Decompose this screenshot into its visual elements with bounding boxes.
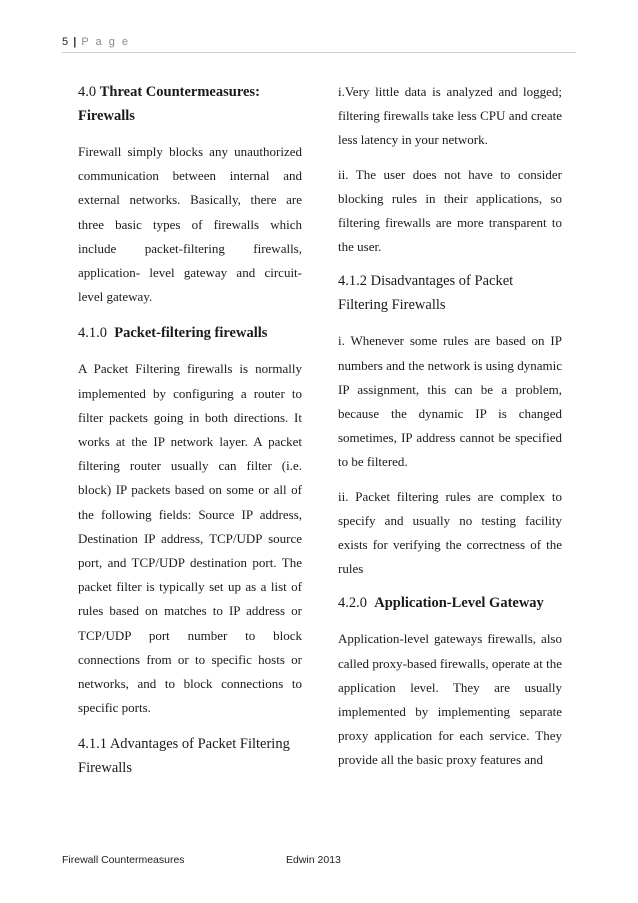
gateway-heading-number: 4.2.0 <box>338 595 367 612</box>
left-column <box>78 80 302 792</box>
advantage-item-1: i.Very little data is analyzed and logged; filtering firewalls take less CPU and create less latency in your network. <box>338 84 562 148</box>
firewall-intro-paragraph: Firewall simply blocks any unauthorized communication between internal and external networks. Basically, there are three basic types of firewalls which include packet-filtering firewalls, application- level gateway and circuit-level gateway. <box>78 144 302 305</box>
section-heading-number: 4.0 <box>78 84 97 100</box>
header-separator: | <box>73 36 77 48</box>
right-column <box>338 80 562 783</box>
subsection-heading-packet-filtering <box>78 321 302 345</box>
footer-author: Edwin 2013 <box>286 854 341 866</box>
subsection-heading-application-gateway <box>338 591 562 615</box>
packet-filtering-paragraph: A Packet Filtering firewalls is normally implemented by configuring a router to filter packets going in both directions. It works at the IP network layer. A packet filtering router usually can filter (i.e. block) IP packets based on some or all of the following fields: Source IP address, Destination IP address, TCP/UDP source port, and TCP/UDP destination port. The packet filter is typically set up as a list of rules based on matches to IP address or TCP/UDP port number to block connections from or to specific hosts or networks, and to block connections to specific ports. <box>78 361 302 716</box>
page-header <box>62 36 576 53</box>
page-label: P a g e <box>81 36 130 48</box>
application-gateway-paragraph: Application-level gateways firewalls, also called proxy-based firewalls, operate at the application level. They are usually implemented by implementing separate proxy application for each service. They provide all the basic proxy features and <box>338 631 562 768</box>
disadvantage-item-1: i. Whenever some rules are based on IP numbers and the network is using dynamic IP assignment, this can be a problem, because the dynamic IP is changed sometimes, IP address cannot be specified to be filtered. <box>338 333 562 470</box>
section-heading-title: Threat Countermeasures: Firewalls <box>78 84 260 124</box>
disadvantage-item-2: ii. Packet filtering rules are complex to specify and usually no testing facility exists for verifying the correctness of the rules <box>338 488 562 577</box>
subsection-heading-title: Packet-filtering firewalls <box>114 325 268 342</box>
footer-title: Firewall Countermeasures <box>62 854 185 866</box>
advantage-item-2: ii. The user does not have to consider blocking rules in their applications, so filtering firewalls are more transparent to the user. <box>338 166 562 255</box>
subsection-heading-number: 4.1.0 <box>78 325 107 342</box>
disadvantages-heading: 4.1.2 Disadvantages of Packet Filtering Firewalls <box>338 273 514 314</box>
section-heading-firewalls <box>78 80 302 128</box>
page-number: 5 <box>62 36 69 48</box>
advantages-heading: 4.1.1 Advantages of Packet Filtering Firewalls <box>78 736 290 777</box>
gateway-heading-title: Application-Level Gateway <box>374 595 544 612</box>
